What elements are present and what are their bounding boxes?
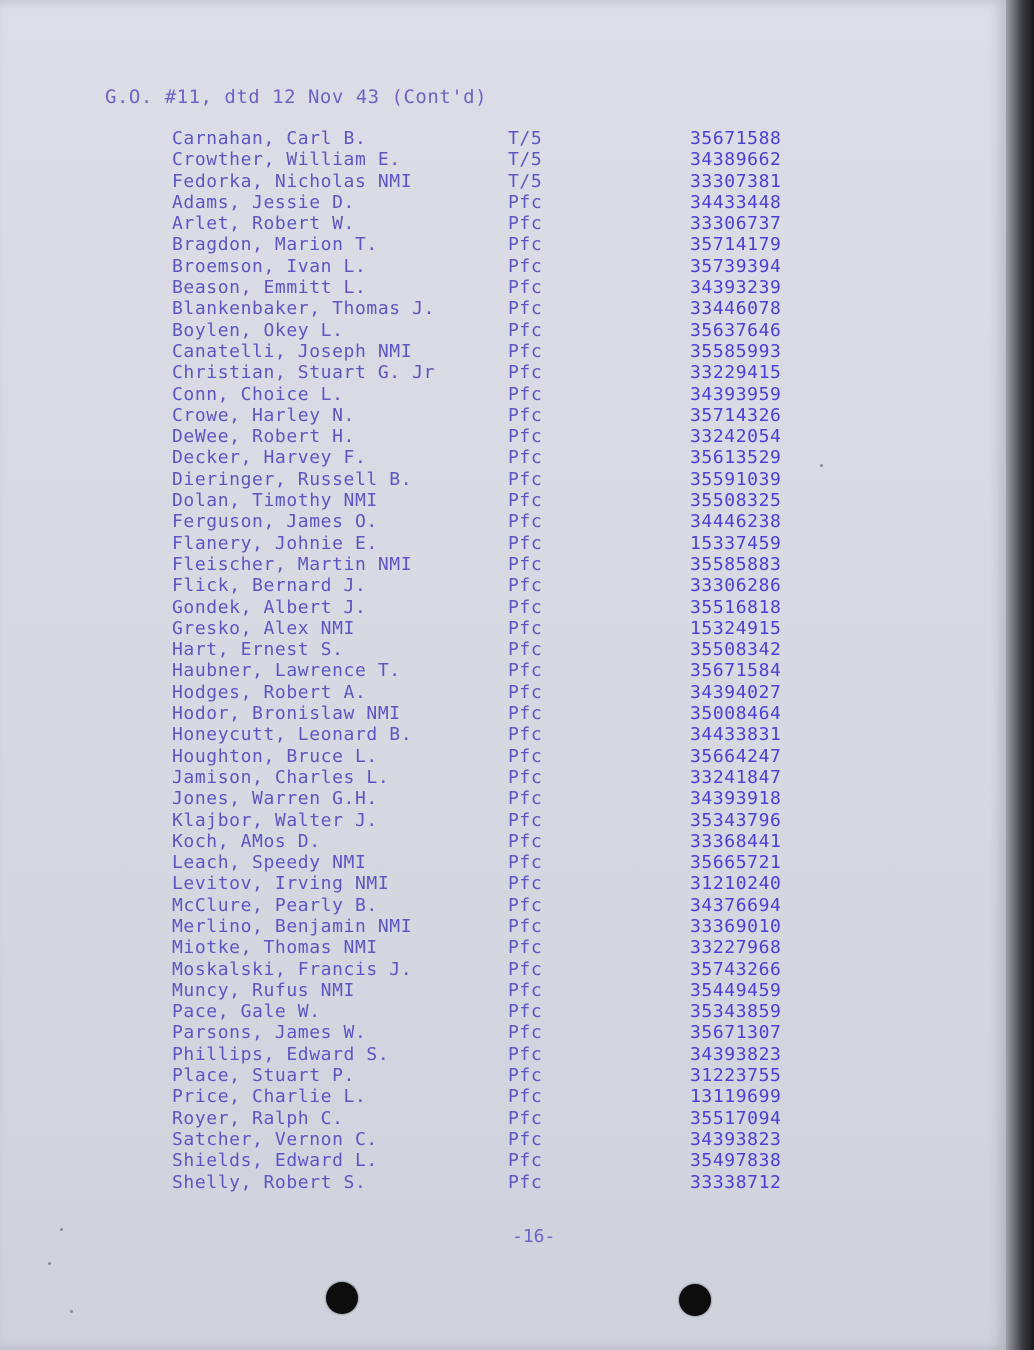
soldier-rank: Pfc bbox=[508, 894, 543, 916]
soldier-name: Fedorka, Nicholas NMI bbox=[172, 170, 413, 192]
soldier-rank: Pfc bbox=[508, 1107, 543, 1129]
roster-row bbox=[0, 597, 1006, 618]
roster-row bbox=[0, 852, 1006, 873]
soldier-serial-number: 34433448 bbox=[690, 191, 782, 213]
soldier-rank: Pfc bbox=[508, 404, 543, 426]
soldier-name: Price, Charlie L. bbox=[172, 1086, 367, 1108]
soldier-name: Adams, Jessie D. bbox=[172, 191, 355, 213]
soldier-rank: Pfc bbox=[508, 426, 543, 448]
soldier-name: Houghton, Bruce L. bbox=[172, 745, 378, 767]
roster-row bbox=[0, 426, 1006, 447]
soldier-name: Shelly, Robert S. bbox=[172, 1171, 367, 1193]
roster-row bbox=[0, 575, 1006, 596]
soldier-serial-number: 35508342 bbox=[690, 639, 782, 661]
soldier-name: Conn, Choice L. bbox=[172, 383, 344, 405]
soldier-name: Flanery, Johnie E. bbox=[172, 532, 378, 554]
roster-row bbox=[0, 341, 1006, 362]
soldier-serial-number: 35517094 bbox=[690, 1107, 782, 1129]
soldier-name: Levitov, Irving NMI bbox=[172, 873, 390, 895]
roster-row bbox=[0, 384, 1006, 405]
roster-row bbox=[0, 320, 1006, 341]
roster-list bbox=[0, 128, 1006, 1193]
roster-row bbox=[0, 533, 1006, 554]
roster-row bbox=[0, 192, 1006, 213]
soldier-name: Parsons, James W. bbox=[172, 1022, 367, 1044]
roster-row bbox=[0, 703, 1006, 724]
soldier-rank: Pfc bbox=[508, 639, 543, 661]
soldier-name: Beason, Emmitt L. bbox=[172, 277, 367, 299]
roster-row bbox=[0, 234, 1006, 255]
soldier-serial-number: 33242054 bbox=[690, 426, 782, 448]
roster-row bbox=[0, 298, 1006, 319]
soldier-rank: Pfc bbox=[508, 660, 543, 682]
soldier-name: Hart, Ernest S. bbox=[172, 639, 344, 661]
soldier-rank: Pfc bbox=[508, 1171, 543, 1193]
soldier-name: Place, Stuart P. bbox=[172, 1065, 355, 1087]
soldier-name: Arlet, Robert W. bbox=[172, 213, 355, 235]
soldier-name: Ferguson, James O. bbox=[172, 511, 378, 533]
soldier-serial-number: 34393959 bbox=[690, 383, 782, 405]
soldier-rank: T/5 bbox=[508, 170, 543, 192]
soldier-serial-number: 35714326 bbox=[690, 404, 782, 426]
paper-speck bbox=[48, 1262, 51, 1265]
roster-row bbox=[0, 639, 1006, 660]
soldier-serial-number: 35671584 bbox=[690, 660, 782, 682]
soldier-serial-number: 33368441 bbox=[690, 830, 782, 852]
roster-row bbox=[0, 937, 1006, 958]
soldier-serial-number: 34393918 bbox=[690, 788, 782, 810]
soldier-serial-number: 33338712 bbox=[690, 1171, 782, 1193]
roster-row bbox=[0, 682, 1006, 703]
soldier-name: Carnahan, Carl B. bbox=[172, 128, 367, 149]
soldier-serial-number: 35743266 bbox=[690, 958, 782, 980]
soldier-serial-number: 35591039 bbox=[690, 468, 782, 490]
soldier-name: Broemson, Ivan L. bbox=[172, 255, 367, 277]
soldier-name: Haubner, Lawrence T. bbox=[172, 660, 401, 682]
soldier-serial-number: 34393823 bbox=[690, 1128, 782, 1150]
roster-row bbox=[0, 554, 1006, 575]
soldier-serial-number: 34393239 bbox=[690, 277, 782, 299]
soldier-rank: Pfc bbox=[508, 979, 543, 1001]
soldier-serial-number: 35671588 bbox=[690, 128, 782, 149]
roster-row bbox=[0, 1044, 1006, 1065]
soldier-rank: Pfc bbox=[508, 745, 543, 767]
soldier-name: Hodges, Robert A. bbox=[172, 681, 367, 703]
soldier-rank: Pfc bbox=[508, 447, 543, 469]
soldier-rank: Pfc bbox=[508, 213, 543, 235]
soldier-rank: Pfc bbox=[508, 724, 543, 746]
roster-row bbox=[0, 959, 1006, 980]
soldier-serial-number: 33229415 bbox=[690, 362, 782, 384]
paper-speck bbox=[70, 1310, 73, 1313]
roster-row bbox=[0, 810, 1006, 831]
soldier-serial-number: 34394027 bbox=[690, 681, 782, 703]
roster-row bbox=[0, 1001, 1006, 1022]
roster-row bbox=[0, 128, 1006, 149]
roster-row bbox=[0, 1022, 1006, 1043]
paper-speck bbox=[820, 464, 823, 467]
soldier-serial-number: 34376694 bbox=[690, 894, 782, 916]
soldier-rank: Pfc bbox=[508, 532, 543, 554]
soldier-rank: Pfc bbox=[508, 511, 543, 533]
roster-row bbox=[0, 724, 1006, 745]
soldier-name: Dieringer, Russell B. bbox=[172, 468, 413, 490]
soldier-rank: Pfc bbox=[508, 383, 543, 405]
roster-row bbox=[0, 1129, 1006, 1150]
soldier-rank: Pfc bbox=[508, 234, 543, 256]
soldier-name: Boylen, Okey L. bbox=[172, 319, 344, 341]
soldier-rank: Pfc bbox=[508, 277, 543, 299]
soldier-serial-number: 34393823 bbox=[690, 1043, 782, 1065]
roster-row bbox=[0, 490, 1006, 511]
soldier-serial-number: 33306737 bbox=[690, 213, 782, 235]
soldier-rank: Pfc bbox=[508, 362, 543, 384]
roster-row bbox=[0, 511, 1006, 532]
soldier-serial-number: 33306286 bbox=[690, 575, 782, 597]
roster-row bbox=[0, 447, 1006, 468]
roster-row bbox=[0, 405, 1006, 426]
roster-row bbox=[0, 213, 1006, 234]
soldier-rank: Pfc bbox=[508, 1001, 543, 1023]
soldier-rank: Pfc bbox=[508, 1065, 543, 1087]
soldier-name: Miotke, Thomas NMI bbox=[172, 937, 378, 959]
soldier-name: Christian, Stuart G. Jr bbox=[172, 362, 436, 384]
soldier-rank: Pfc bbox=[508, 809, 543, 831]
soldier-name: DeWee, Robert H. bbox=[172, 426, 355, 448]
soldier-rank: Pfc bbox=[508, 1150, 543, 1172]
roster-row bbox=[0, 767, 1006, 788]
soldier-rank: Pfc bbox=[508, 468, 543, 490]
roster-row bbox=[0, 149, 1006, 170]
soldier-name: Hodor, Bronislaw NMI bbox=[172, 703, 401, 725]
roster-row bbox=[0, 1150, 1006, 1171]
soldier-name: Decker, Harvey F. bbox=[172, 447, 367, 469]
soldier-name: Leach, Speedy NMI bbox=[172, 852, 367, 874]
soldier-serial-number: 35671307 bbox=[690, 1022, 782, 1044]
soldier-serial-number: 35585883 bbox=[690, 553, 782, 575]
soldier-name: Muncy, Rufus NMI bbox=[172, 979, 355, 1001]
soldier-rank: Pfc bbox=[508, 915, 543, 937]
soldier-name: Dolan, Timothy NMI bbox=[172, 490, 378, 512]
soldier-serial-number: 31210240 bbox=[690, 873, 782, 895]
soldier-rank: Pfc bbox=[508, 191, 543, 213]
roster-row bbox=[0, 895, 1006, 916]
soldier-name: Phillips, Edward S. bbox=[172, 1043, 390, 1065]
soldier-rank: Pfc bbox=[508, 255, 543, 277]
soldier-serial-number: 35613529 bbox=[690, 447, 782, 469]
soldier-serial-number: 35449459 bbox=[690, 979, 782, 1001]
soldier-name: Royer, Ralph C. bbox=[172, 1107, 344, 1129]
soldier-name: Merlino, Benjamin NMI bbox=[172, 915, 413, 937]
soldier-rank: Pfc bbox=[508, 340, 543, 362]
soldier-serial-number: 35585993 bbox=[690, 340, 782, 362]
roster-row bbox=[0, 873, 1006, 894]
document-header: G.O. #11, dtd 12 Nov 43 (Cont'd) bbox=[105, 86, 488, 108]
soldier-serial-number: 33227968 bbox=[690, 937, 782, 959]
soldier-rank: Pfc bbox=[508, 596, 543, 618]
soldier-serial-number: 35343859 bbox=[690, 1001, 782, 1023]
roster-row bbox=[0, 618, 1006, 639]
scan-edge bbox=[1006, 0, 1034, 1350]
soldier-serial-number: 31223755 bbox=[690, 1065, 782, 1087]
soldier-rank: Pfc bbox=[508, 788, 543, 810]
soldier-rank: Pfc bbox=[508, 703, 543, 725]
soldier-name: McClure, Pearly B. bbox=[172, 894, 378, 916]
roster-row bbox=[0, 1086, 1006, 1107]
soldier-rank: Pfc bbox=[508, 937, 543, 959]
soldier-name: Gondek, Albert J. bbox=[172, 596, 367, 618]
punch-hole-right bbox=[679, 1284, 711, 1316]
soldier-rank: T/5 bbox=[508, 149, 543, 171]
roster-row bbox=[0, 1065, 1006, 1086]
roster-row bbox=[0, 916, 1006, 937]
roster-row bbox=[0, 256, 1006, 277]
soldier-serial-number: 35637646 bbox=[690, 319, 782, 341]
soldier-name: Bragdon, Marion T. bbox=[172, 234, 378, 256]
roster-row bbox=[0, 171, 1006, 192]
roster-row bbox=[0, 980, 1006, 1001]
soldier-name: Jamison, Charles L. bbox=[172, 766, 390, 788]
soldier-name: Pace, Gale W. bbox=[172, 1001, 321, 1023]
soldier-serial-number: 35714179 bbox=[690, 234, 782, 256]
soldier-rank: Pfc bbox=[508, 298, 543, 320]
soldier-serial-number: 34446238 bbox=[690, 511, 782, 533]
soldier-serial-number: 15337459 bbox=[690, 532, 782, 554]
roster-row bbox=[0, 1172, 1006, 1193]
roster-row bbox=[0, 746, 1006, 767]
soldier-rank: T/5 bbox=[508, 128, 543, 149]
soldier-serial-number: 34433831 bbox=[690, 724, 782, 746]
soldier-serial-number: 33241847 bbox=[690, 766, 782, 788]
soldier-serial-number: 33369010 bbox=[690, 915, 782, 937]
soldier-serial-number: 15324915 bbox=[690, 617, 782, 639]
soldier-serial-number: 13119699 bbox=[690, 1086, 782, 1108]
soldier-serial-number: 33307381 bbox=[690, 170, 782, 192]
soldier-name: Crowther, William E. bbox=[172, 149, 401, 171]
soldier-rank: Pfc bbox=[508, 319, 543, 341]
soldier-serial-number: 35664247 bbox=[690, 745, 782, 767]
soldier-name: Blankenbaker, Thomas J. bbox=[172, 298, 436, 320]
soldier-rank: Pfc bbox=[508, 490, 543, 512]
soldier-serial-number: 35343796 bbox=[690, 809, 782, 831]
soldier-rank: Pfc bbox=[508, 958, 543, 980]
soldier-name: Canatelli, Joseph NMI bbox=[172, 340, 413, 362]
roster-row bbox=[0, 277, 1006, 298]
soldier-serial-number: 34389662 bbox=[690, 149, 782, 171]
soldier-name: Klajbor, Walter J. bbox=[172, 809, 378, 831]
soldier-rank: Pfc bbox=[508, 617, 543, 639]
soldier-rank: Pfc bbox=[508, 575, 543, 597]
roster-row bbox=[0, 831, 1006, 852]
soldier-rank: Pfc bbox=[508, 852, 543, 874]
soldier-rank: Pfc bbox=[508, 681, 543, 703]
soldier-name: Shields, Edward L. bbox=[172, 1150, 378, 1172]
soldier-name: Gresko, Alex NMI bbox=[172, 617, 355, 639]
soldier-serial-number: 35508325 bbox=[690, 490, 782, 512]
soldier-rank: Pfc bbox=[508, 553, 543, 575]
roster-row bbox=[0, 1108, 1006, 1129]
soldier-name: Koch, AMos D. bbox=[172, 830, 321, 852]
soldier-serial-number: 35497838 bbox=[690, 1150, 782, 1172]
page-number: -16- bbox=[512, 1226, 556, 1247]
soldier-serial-number: 35739394 bbox=[690, 255, 782, 277]
roster-row bbox=[0, 469, 1006, 490]
punch-hole-left bbox=[326, 1282, 358, 1314]
soldier-name: Flick, Bernard J. bbox=[172, 575, 367, 597]
soldier-rank: Pfc bbox=[508, 830, 543, 852]
soldier-name: Satcher, Vernon C. bbox=[172, 1128, 378, 1150]
soldier-rank: Pfc bbox=[508, 1086, 543, 1108]
soldier-serial-number: 35665721 bbox=[690, 852, 782, 874]
soldier-name: Jones, Warren G.H. bbox=[172, 788, 378, 810]
soldier-serial-number: 35516818 bbox=[690, 596, 782, 618]
soldier-name: Fleischer, Martin NMI bbox=[172, 553, 413, 575]
soldier-rank: Pfc bbox=[508, 1022, 543, 1044]
roster-row bbox=[0, 660, 1006, 681]
soldier-rank: Pfc bbox=[508, 1128, 543, 1150]
roster-row bbox=[0, 362, 1006, 383]
roster-row bbox=[0, 788, 1006, 809]
paper-speck bbox=[60, 1228, 63, 1231]
soldier-rank: Pfc bbox=[508, 873, 543, 895]
soldier-rank: Pfc bbox=[508, 1043, 543, 1065]
soldier-serial-number: 35008464 bbox=[690, 703, 782, 725]
soldier-name: Moskalski, Francis J. bbox=[172, 958, 413, 980]
soldier-name: Honeycutt, Leonard B. bbox=[172, 724, 413, 746]
soldier-serial-number: 33446078 bbox=[690, 298, 782, 320]
soldier-name: Crowe, Harley N. bbox=[172, 404, 355, 426]
soldier-rank: Pfc bbox=[508, 766, 543, 788]
